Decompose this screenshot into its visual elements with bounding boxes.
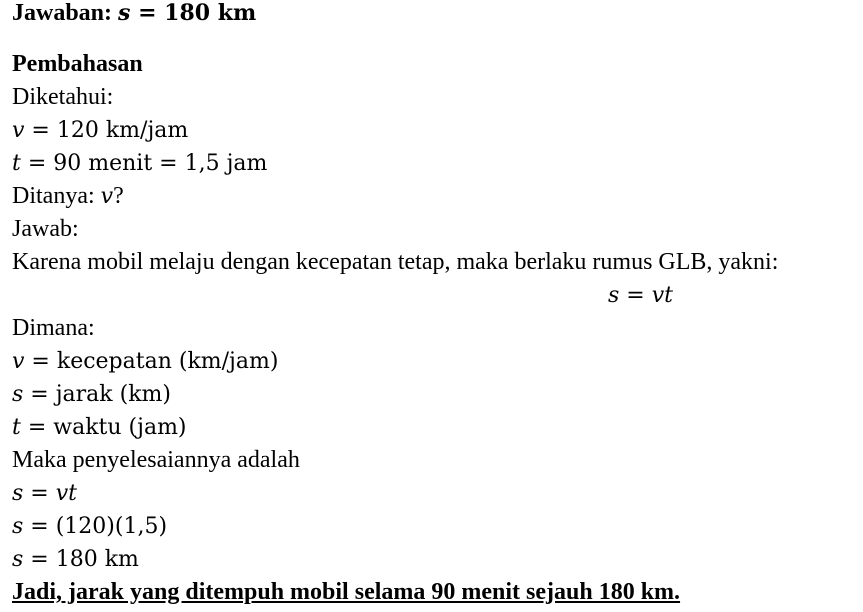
- step-1: [12, 477, 77, 510]
- answer-label: Jawab:: [12, 216, 79, 242]
- var: t: [12, 151, 21, 176]
- conclusion: Jadi, jarak yang ditempuh mobil selama 90 menit sejauh 180 km.: [12, 579, 681, 605]
- value: = kecepatan (km/jam): [24, 349, 279, 374]
- eq: = 180 km: [23, 547, 139, 572]
- solution-label: Maka penyelesaiannya adalah: [12, 447, 300, 473]
- value: = 120 km/jam: [24, 118, 189, 143]
- formula: [608, 279, 673, 312]
- rhs: vt: [651, 283, 673, 308]
- where-label: Dimana:: [12, 315, 95, 341]
- known-label: Diketahui:: [12, 84, 114, 110]
- eq: =: [23, 481, 56, 506]
- var: v: [100, 184, 114, 209]
- var: s: [12, 514, 24, 539]
- answer-line: [12, 0, 256, 30]
- asked-line: [12, 180, 124, 213]
- section-heading: Pembahasan: [12, 51, 143, 77]
- var: s: [12, 481, 24, 506]
- step-3: [12, 543, 139, 576]
- definition-s: [12, 378, 171, 411]
- var: v: [12, 118, 25, 143]
- answer-var: s: [118, 0, 131, 26]
- value: = 90 menit = 1,5 jam: [20, 151, 268, 176]
- value: = jarak (km): [23, 382, 171, 407]
- eq: =: [619, 283, 652, 308]
- value: ?: [113, 183, 124, 209]
- var: t: [12, 415, 21, 440]
- eq: = (120)(1,5): [23, 514, 168, 539]
- step-2: [12, 510, 167, 543]
- var: s: [12, 382, 24, 407]
- var: s: [12, 547, 24, 572]
- known-v: [12, 114, 188, 147]
- definition-t: [12, 411, 187, 444]
- rhs: vt: [55, 481, 77, 506]
- explanation: Karena mobil melaju dengan kecepatan tetap, maka berlaku rumus GLB, yakni:: [12, 249, 779, 275]
- known-t: [12, 147, 267, 180]
- var: s: [608, 283, 620, 308]
- definition-v: [12, 345, 278, 378]
- asked-label: Ditanya:: [12, 183, 101, 209]
- answer-label: Jawaban:: [12, 0, 119, 26]
- var: v: [12, 349, 25, 374]
- answer-value: = 180 km: [130, 0, 257, 26]
- value: = waktu (jam): [20, 415, 187, 440]
